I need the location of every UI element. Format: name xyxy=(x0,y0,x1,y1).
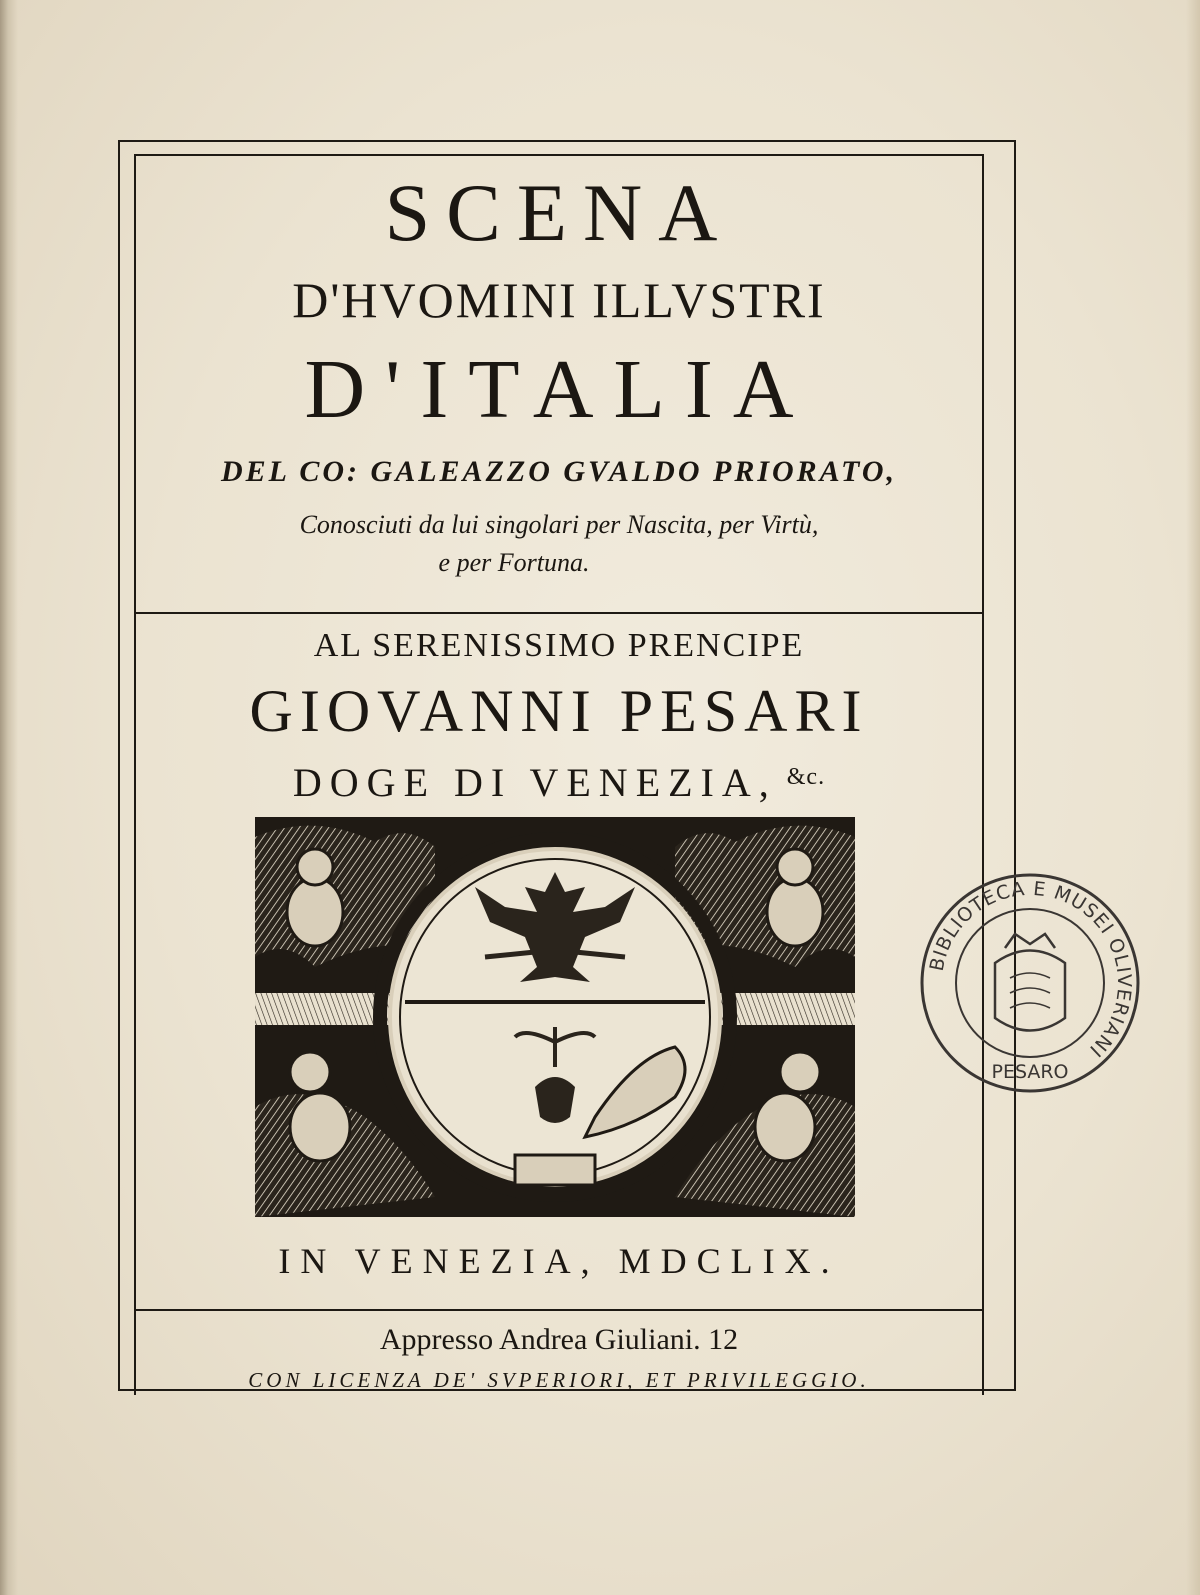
binding-gutter xyxy=(0,0,18,1595)
library-stamp xyxy=(915,868,1145,1098)
dedicatee-title-line xyxy=(136,752,982,808)
description-line-2: e per Fortuna. xyxy=(438,548,590,577)
dedication-line: AL SERENISSIMO PRENCIPE xyxy=(313,627,805,664)
author-line: DEL CO: GALEAZZO GVALDO PRIORATO, xyxy=(221,455,897,488)
top-rule xyxy=(134,154,982,156)
dedicatee-title: DOGE DI VENEZIA, xyxy=(292,760,777,805)
dedicatee-name: GIOVANNI PESARI xyxy=(249,678,869,744)
license-line: CON LICENZA DE' SVPERIORI, ET PRIVILEGGIO. xyxy=(248,1368,870,1392)
printers-device-woodcut xyxy=(255,817,855,1217)
book-title: SCENA xyxy=(384,167,734,258)
book-subtitle-italia: D'ITALIA xyxy=(304,343,814,436)
page-edge xyxy=(1186,0,1200,1595)
imprint-divider xyxy=(134,1309,982,1311)
description-line-1: Conosciuti da lui singolari per Nascita, per Virtù, xyxy=(299,510,819,539)
book-subtitle: D'HVOMINI ILLVSTRI xyxy=(292,272,826,328)
publisher-line: Appresso Andrea Giuliani. 12 xyxy=(379,1323,739,1356)
section-divider xyxy=(134,612,982,614)
dedicatee-etc: &c. xyxy=(786,764,826,790)
imprint-place-date: IN VENEZIA, MDCLIX. xyxy=(278,1241,840,1281)
stamp-city: PESARO xyxy=(991,1061,1069,1083)
stamp-text: BIBLIOTECA E MUSEI OLIVERIANI xyxy=(925,877,1136,1062)
